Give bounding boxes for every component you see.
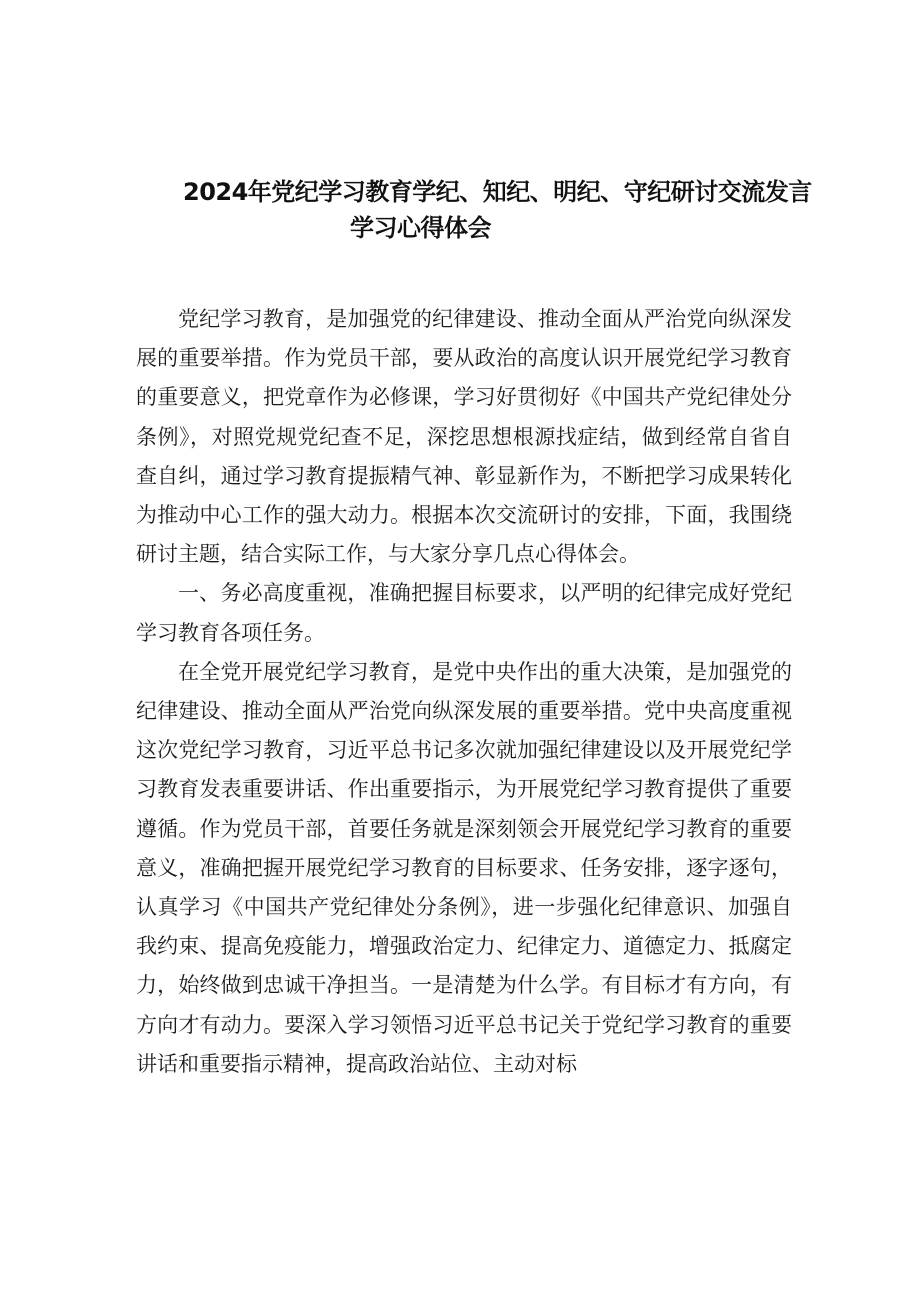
document-title-line-2: 学习心得体会 — [350, 214, 491, 242]
paragraph-section-heading-1: 一、务必高度重视，准确把握目标要求，以严明的纪律完成好党纪学习教育各项任务。 — [136, 581, 792, 645]
paragraph-section-body-1: 在全党开展党纪学习教育，是党中央作出的重大决策，是加强党的纪律建设、推动全面从严治党向纵深发展的重要举措。党中央高度重视这次党纪学习教育，习近平总书记多次就加强纪律建设以及开展党纪学习教育发表重要讲话、作出重要指示，为开展党纪学习教育提供了重要遵循。作为党员干部，首要任务就是深刻领会开展党纪学习教育的重要意义，准确把握开展党纪学习教育的目标要求、任务安排，逐字逐句，认真学习《中国共产党纪律处分条例》，进一步强化纪律意识、加强自我约束、提高免疫能力，增强政治定力、纪律定力、道德定力、抵腐定力，始终做到忠诚干净担当。一是清楚为什么学。有目标才有方向，有方向才有动力。要深入学习领悟习近平总书记关于党纪学习教育的重要讲话和重要指示精神，提高政治站位、主动对标 — [136, 659, 792, 1076]
document-body — [136, 300, 792, 1084]
paragraph-intro: 党纪学习教育，是加强党的纪律建设、推动全面从严治党向纵深发展的重要举措。作为党员干部，要从政治的高度认识开展党纪学习教育的重要意义，把党章作为必修课，学习好贯彻好《中国共产党纪律处分条例》，对照党规党纪查不足，深挖思想根源找症结，做到经常自省自查自纠，通过学习教育提振精气神、彰显新作为，不断把学习成果转化为推动中心工作的强大动力。根据本次交流研讨的安排，下面，我围绕研讨主题，结合实际工作，与大家分享几点心得体会。 — [136, 307, 792, 567]
document-title-line-1: 2024年党纪学习教育学纪、知纪、明纪、守纪研讨交流发言 — [183, 178, 812, 206]
